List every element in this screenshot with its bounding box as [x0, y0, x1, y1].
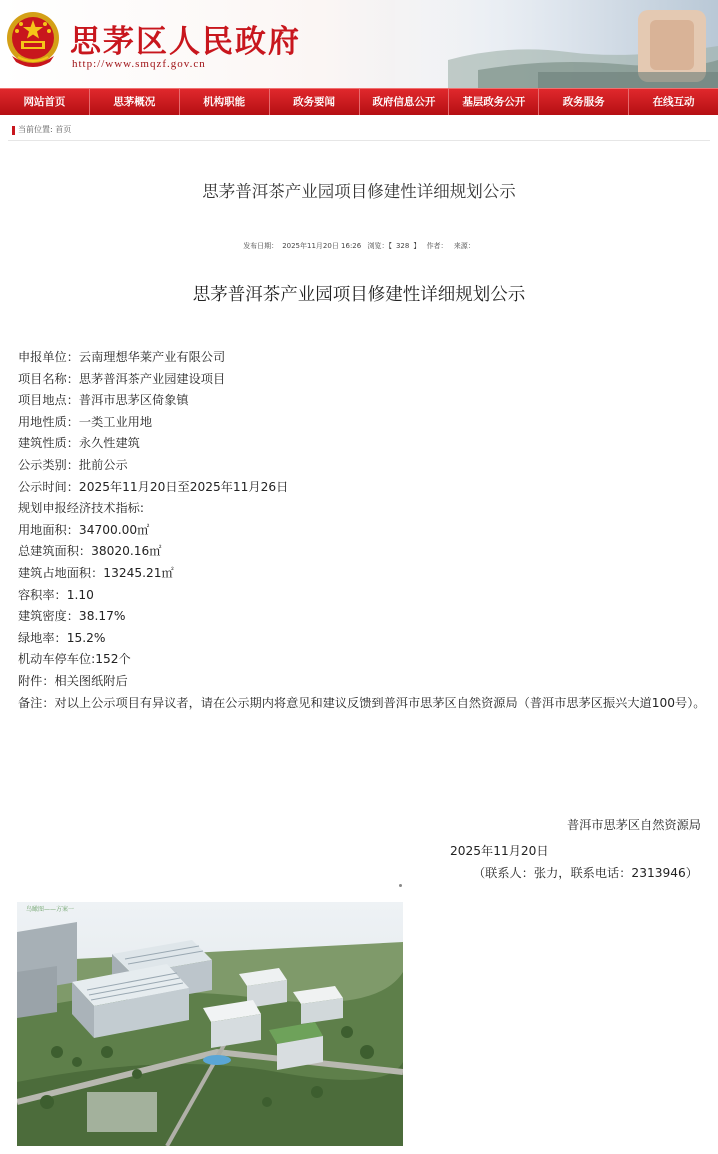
article-meta — [0, 241, 718, 251]
body-line: 建筑占地面积：13245.21㎡ — [18, 565, 174, 580]
signature-contact: （联系人：张力，联系电话：2313946） — [473, 866, 698, 880]
nav-item-news[interactable]: 政务要闻 — [270, 89, 360, 115]
body-line: 建筑密度：38.17% — [18, 609, 126, 624]
site-header — [0, 0, 718, 88]
body-line: 项目地点：普洱市思茅区倚象镇 — [18, 393, 189, 408]
body-line: 机动车停车位:152个 — [18, 652, 131, 667]
main-nav — [0, 88, 718, 115]
body-line: 公示类别：批前公示 — [18, 457, 128, 472]
author-label: 作者： — [426, 242, 448, 250]
body-line: 用地面积：34700.00㎡ — [18, 522, 150, 537]
stray-dot — [399, 884, 402, 887]
body-line: 容积率：1.10 — [18, 587, 94, 602]
publish-date: 2025年11月20日 16:26 — [282, 242, 362, 250]
body-line: 项目名称：思茅普洱茶产业园建设项目 — [18, 371, 226, 386]
article-body-title: 思茅普洱茶产业园项目修建性详细规划公示 — [192, 285, 526, 305]
aerial-rendering-image[interactable] — [17, 902, 403, 1146]
body-line: 建筑性质：永久性建筑 — [18, 436, 140, 451]
nav-item-overview[interactable]: 思茅概况 — [90, 89, 180, 115]
views-count: 328 — [395, 242, 410, 250]
nav-item-home[interactable]: 网站首页 — [0, 89, 90, 115]
body-line: 用地性质：一类工业用地 — [18, 414, 153, 429]
body-line: 申报单位：云南理想华莱产业有限公司 — [18, 350, 226, 364]
render-caption: 鸟瞰图——方案一 — [26, 906, 75, 913]
site-url[interactable]: http://www.smqzf.gov.cn — [72, 58, 206, 70]
nav-item-institutions[interactable]: 机构职能 — [180, 89, 270, 115]
views-close: 】 — [413, 242, 421, 250]
body-line: 总建筑面积：38020.16㎡ — [18, 544, 162, 559]
body-line: 绿地率：15.2% — [18, 630, 106, 645]
body-remark: 备注：对以上公示项目有异议者，请在公示期内将意见和建议反馈到普洱市思茅区自然资源局（普洱市思茅区振兴大道100号）。 — [18, 695, 706, 710]
signature-org: 普洱市思茅区自然资源局 — [566, 818, 701, 832]
body-line: 公示时间：2025年11月20日至2025年11月26日 — [18, 479, 289, 494]
signature-date: 2025年11月20日 — [450, 844, 549, 858]
body-line: 附件：相关图纸附后 — [18, 673, 128, 688]
header-scenery-image — [388, 0, 718, 88]
national-emblem-icon[interactable] — [4, 10, 62, 70]
nav-item-interaction[interactable]: 在线互动 — [652, 96, 695, 108]
site-title[interactable]: 思茅区人民政府 — [70, 24, 301, 60]
article-body — [18, 347, 708, 714]
publish-label: 发布日期： — [243, 242, 279, 250]
views-label: 浏览：【 — [367, 242, 392, 250]
breadcrumb[interactable]: 当前位置: 首页 — [8, 119, 710, 141]
nav-item-services[interactable]: 政务服务 — [539, 89, 629, 115]
aerial-rendering-svg — [17, 902, 403, 1146]
nav-item-grassroots[interactable]: 基层政务公开 — [449, 89, 539, 115]
body-line: 规划申报经济技术指标: — [18, 501, 144, 516]
nav-item-info-disclosure[interactable]: 政府信息公开 — [360, 89, 450, 115]
source-label: 来源： — [453, 242, 475, 250]
article-title: 思茅普洱茶产业园项目修建性详细规划公示 — [202, 182, 516, 201]
